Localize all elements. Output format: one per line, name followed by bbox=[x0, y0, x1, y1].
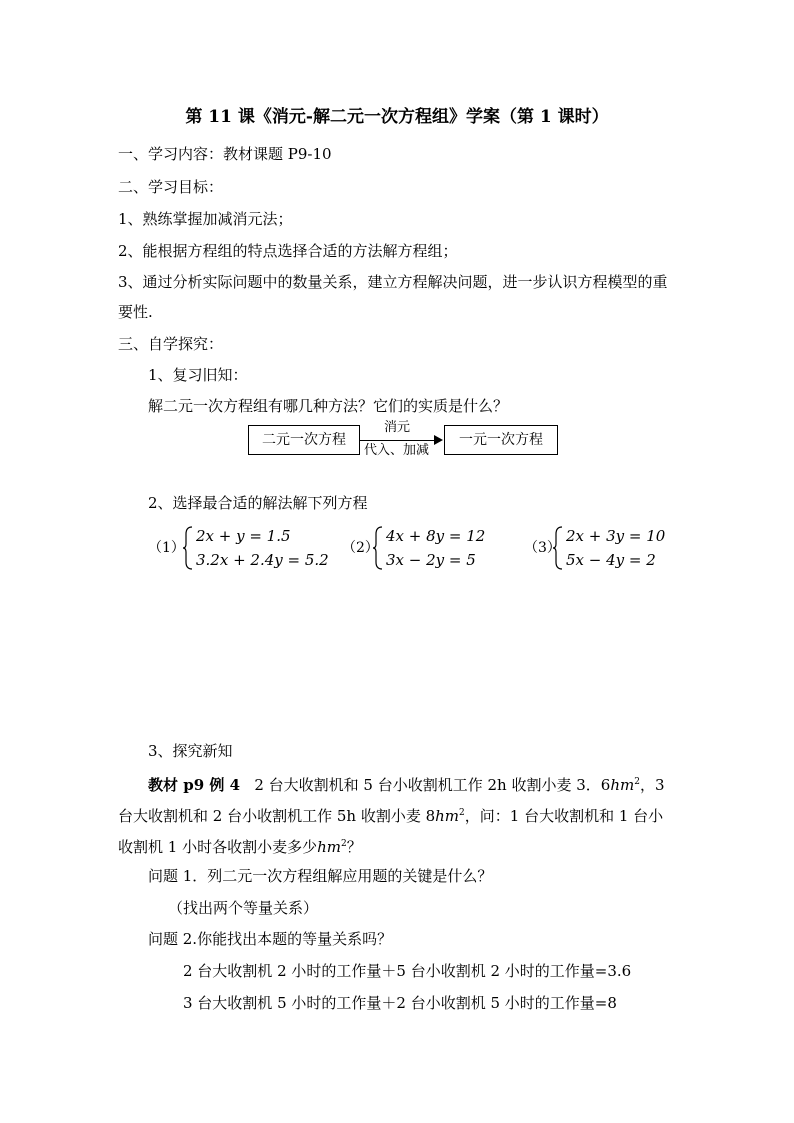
brace-icon bbox=[552, 526, 564, 570]
unit-hm: hm bbox=[610, 776, 635, 794]
brace-icon bbox=[372, 526, 384, 570]
example-text: 收割机 1 小时各收割小麦多少 bbox=[118, 838, 318, 856]
section-goals: 二、学习目标： bbox=[118, 178, 224, 196]
page-title: 第 11 课《消元-解二元一次方程组》学案（第 1 课时） bbox=[185, 107, 609, 127]
brace-icon bbox=[182, 526, 194, 570]
equation-1: 2x + y = 1.5 bbox=[196, 527, 291, 545]
diagram-right-box: 一元一次方程 bbox=[444, 425, 558, 455]
system-label: （3） bbox=[524, 540, 561, 556]
unit-exponent: 2 bbox=[340, 839, 347, 849]
question-1-hint: （找出两个等量关系） bbox=[168, 899, 319, 917]
diagram-below-arrow: 代入、加减 bbox=[364, 443, 430, 458]
example-text: ，3 bbox=[639, 776, 665, 794]
goal-2: 2、能根据方程组的特点选择合适的方法解方程组； bbox=[118, 242, 458, 260]
example-line-1 bbox=[148, 772, 665, 795]
goal-3-line1: 3、通过分析实际问题中的数量关系，建立方程解决问题，进一步认识方程模型的重 bbox=[118, 273, 668, 291]
equation-1: 4x + 8y = 12 bbox=[386, 527, 486, 545]
equation-2: 5x − 4y = 2 bbox=[566, 551, 656, 569]
question-2: 问题 2.你能找出本题的等量关系吗？ bbox=[148, 930, 393, 948]
relation-2: 3 台大收割机 5 小时的工作量＋2 台小收割机 5 小时的工作量=8 bbox=[183, 994, 617, 1012]
equation-1: 2x + 3y = 10 bbox=[566, 527, 666, 545]
unit-exponent: 2 bbox=[634, 777, 640, 787]
diagram-above-arrow: 消元 bbox=[384, 420, 411, 435]
section-self-study: 三、自学探究： bbox=[118, 335, 224, 353]
goal-1: 1、熟练掌握加减消元法； bbox=[118, 210, 293, 228]
arrow-line bbox=[359, 440, 434, 441]
example-line-2 bbox=[118, 803, 663, 826]
exercise-heading: 2、选择最合适的解法解下列方程 bbox=[148, 494, 368, 512]
equation-2: 3x − 2y = 5 bbox=[386, 551, 476, 569]
example-label: 教材 p9 例 4 bbox=[148, 776, 241, 794]
unit-hm: hm bbox=[435, 807, 460, 825]
system-label: （1） bbox=[148, 540, 185, 556]
unit-exponent: 2 bbox=[459, 808, 465, 818]
unit-hm: hm bbox=[317, 838, 341, 856]
question-1: 问题 1．列二元一次方程组解应用题的关键是什么？ bbox=[148, 867, 493, 885]
example-text: 台大收割机和 2 台小收割机工作 5h 收割小麦 8 bbox=[118, 807, 436, 825]
relation-1: 2 台大收割机 2 小时的工作量＋5 台小收割机 2 小时的工作量=3.6 bbox=[183, 962, 632, 980]
example-text: ，问：1 台大收割机和 1 台小 bbox=[464, 807, 664, 825]
example-text: ？ bbox=[346, 838, 362, 856]
equation-2: 3.2x + 2.4y = 5.2 bbox=[196, 551, 329, 569]
example-line-3 bbox=[118, 834, 362, 857]
review-heading: 1、复习旧知： bbox=[148, 366, 248, 384]
example-text: 2 台大收割机和 5 台小收割机工作 2h 收割小麦 3．6 bbox=[254, 776, 611, 794]
explore-heading: 3、探究新知 bbox=[148, 742, 233, 760]
arrow-right-icon bbox=[434, 435, 443, 445]
goal-3-line2: 要性. bbox=[118, 303, 153, 321]
section-content: 一、学习内容：教材课题 P9-10 bbox=[118, 145, 332, 163]
system-label: （2） bbox=[342, 540, 379, 556]
diagram-left-box: 二元一次方程 bbox=[248, 425, 360, 455]
review-question: 解二元一次方程组有哪几种方法？它们的实质是什么？ bbox=[148, 397, 509, 415]
